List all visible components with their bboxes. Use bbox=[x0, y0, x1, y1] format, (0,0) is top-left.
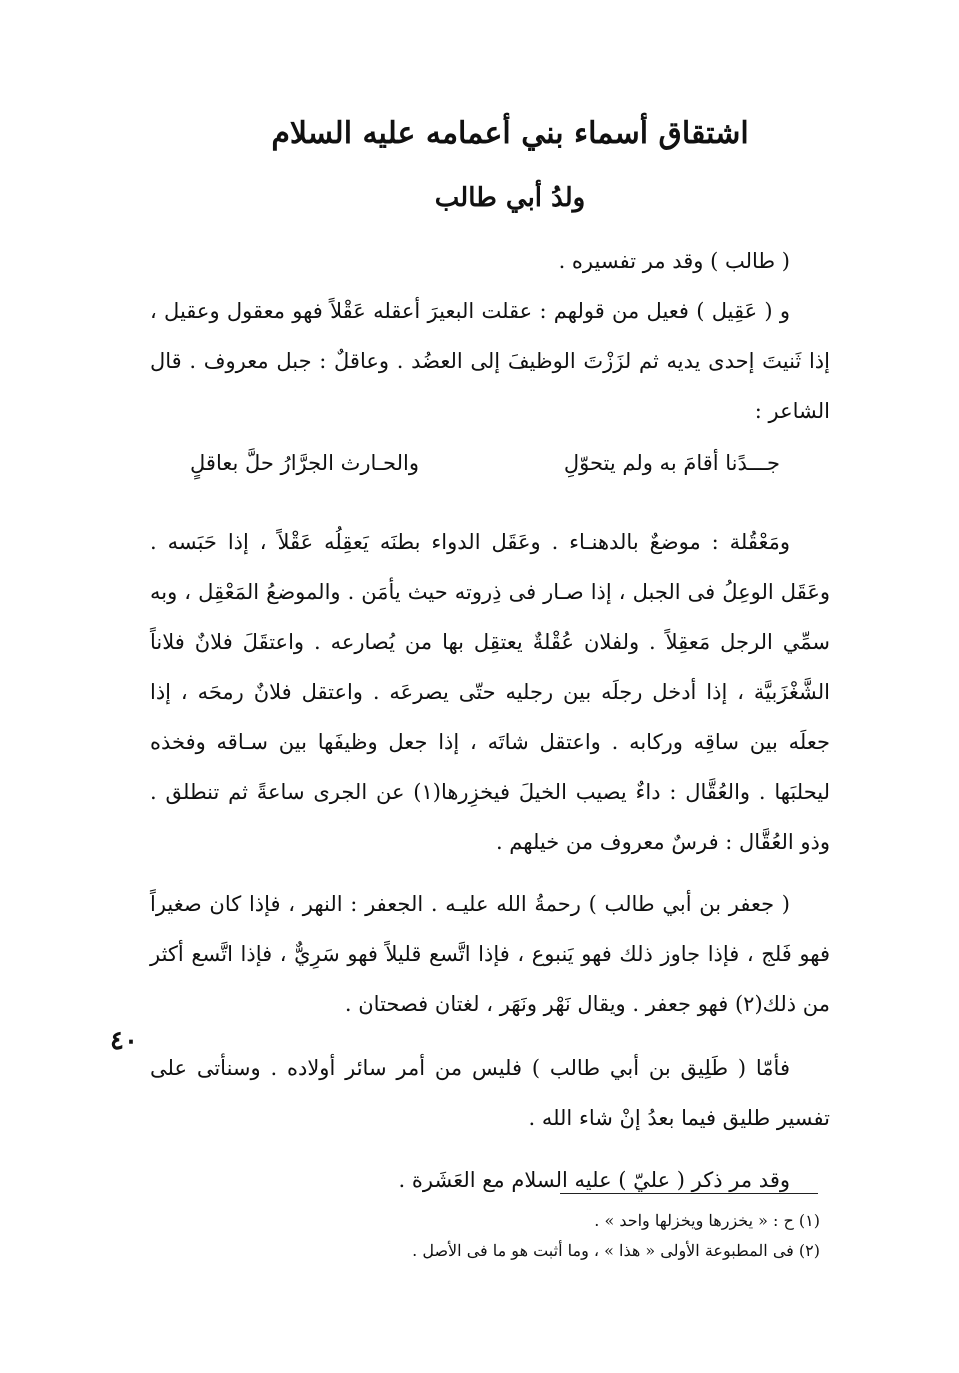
margin-page-number: ٤٠ bbox=[110, 1026, 138, 1056]
body-text-top bbox=[150, 236, 830, 436]
paragraph-ali: وقد مر ذكر ( عليّ ) عليه السلام مع العَشَرة . bbox=[398, 1168, 790, 1192]
chapter-title: اشتقاق أسماء بني أعمامه عليه السلام bbox=[271, 116, 749, 151]
section-subtitle: ولدُ أبي طالب bbox=[434, 183, 586, 213]
footnote-divider bbox=[560, 1193, 818, 1194]
paragraph-aqil: و ( عَقِيل ) فعيل من قولهم : عقلت البعيرَ أعقله عَقْلاً فهو معقول وعقيل ، إذا ثَنيتَ إحدى يديه ثم لزَزْتَ الوظيفَ إلى العضُد . وعاقلٌ : جبل معروف . قال الشاعر : bbox=[150, 299, 830, 423]
paragraph-talib: ( طالب ) وقد مر تفسيره . bbox=[558, 249, 790, 273]
body-text-aql bbox=[150, 496, 830, 888]
footnotes bbox=[300, 1206, 820, 1266]
paragraph-maqula: ومَعْقُلة : موضعٌ بالدهنـاء . وعَقَل الدواء بطنَه يَعقِلُه عَقْلاً ، إذا حَبَسه . وعَقَل الوعِلُ فى الجبل ، إذا صـار فى ذِروته حيث يأمَن . والموضعُ المَعْقِل ، وبه سمِّي الرجل مَعقِلاً . ولفلان عُقْلةٌ يعتقِل بها من يُصارعه . واعتقَلَ فلانٌ فلاناً الشَّغْزَبيَّة ، إذا أدخل رجلَه بين رجليه حتّى يصرعَه . واعتقل فلانٌ رمحَه ، إذا جعلَه بين ساقِه وركابه . واعتقل شاتَه ، إذا جعل وظيفَها بين سـاقه وفخذه ليحلبَها . والعُقَّال : داءٌ يصيب الخيلَ فيخزِرها(١) عن الجرى ساعةً ثم تنطلق . وذو العُقَّال : فرسٌ معروف من خيلهم . bbox=[150, 530, 830, 854]
paragraph-jafar: ( جعفر بن أبي طالب ) رحمةُ الله عليـه . الجعفر : النهر ، فإذا كان صغيراً فهو فَلج ، فإذا جاوز ذلك فهو يَنبوع ، فإذا اتَّسع قليلاً فهو سَرِيٌّ ، فإذا اتَّسع أكثر من ذلك(٢) فهو جعفر . ويقال نَهْر ونَهَر ، لغتان فصحتان . bbox=[150, 892, 830, 1016]
poetry-verse bbox=[190, 440, 780, 486]
footnote-2: (٢) فى المطبوعة الأولى « هذا » ، وما أثبت هو ما فى الأصل . bbox=[412, 1241, 820, 1260]
verse-second-hemistich: جـــدًنا أقامَ به ولم يتحوّلِ bbox=[563, 451, 780, 475]
footnote-1: (١) ح : « يخزرها ويخزلها واحد » . bbox=[594, 1211, 820, 1230]
paragraph-taliq: فأمّا ( طَلِيق بن أبي طالب ) فليس من أمر سائر أولاده . وسنأتى على تفسير طليق فيما بعدُ إنْ شاء الله . bbox=[150, 1056, 830, 1130]
verse-first-hemistich: والحـارث الجرَّارُ حلَّ بعاقلٍ bbox=[190, 451, 419, 475]
